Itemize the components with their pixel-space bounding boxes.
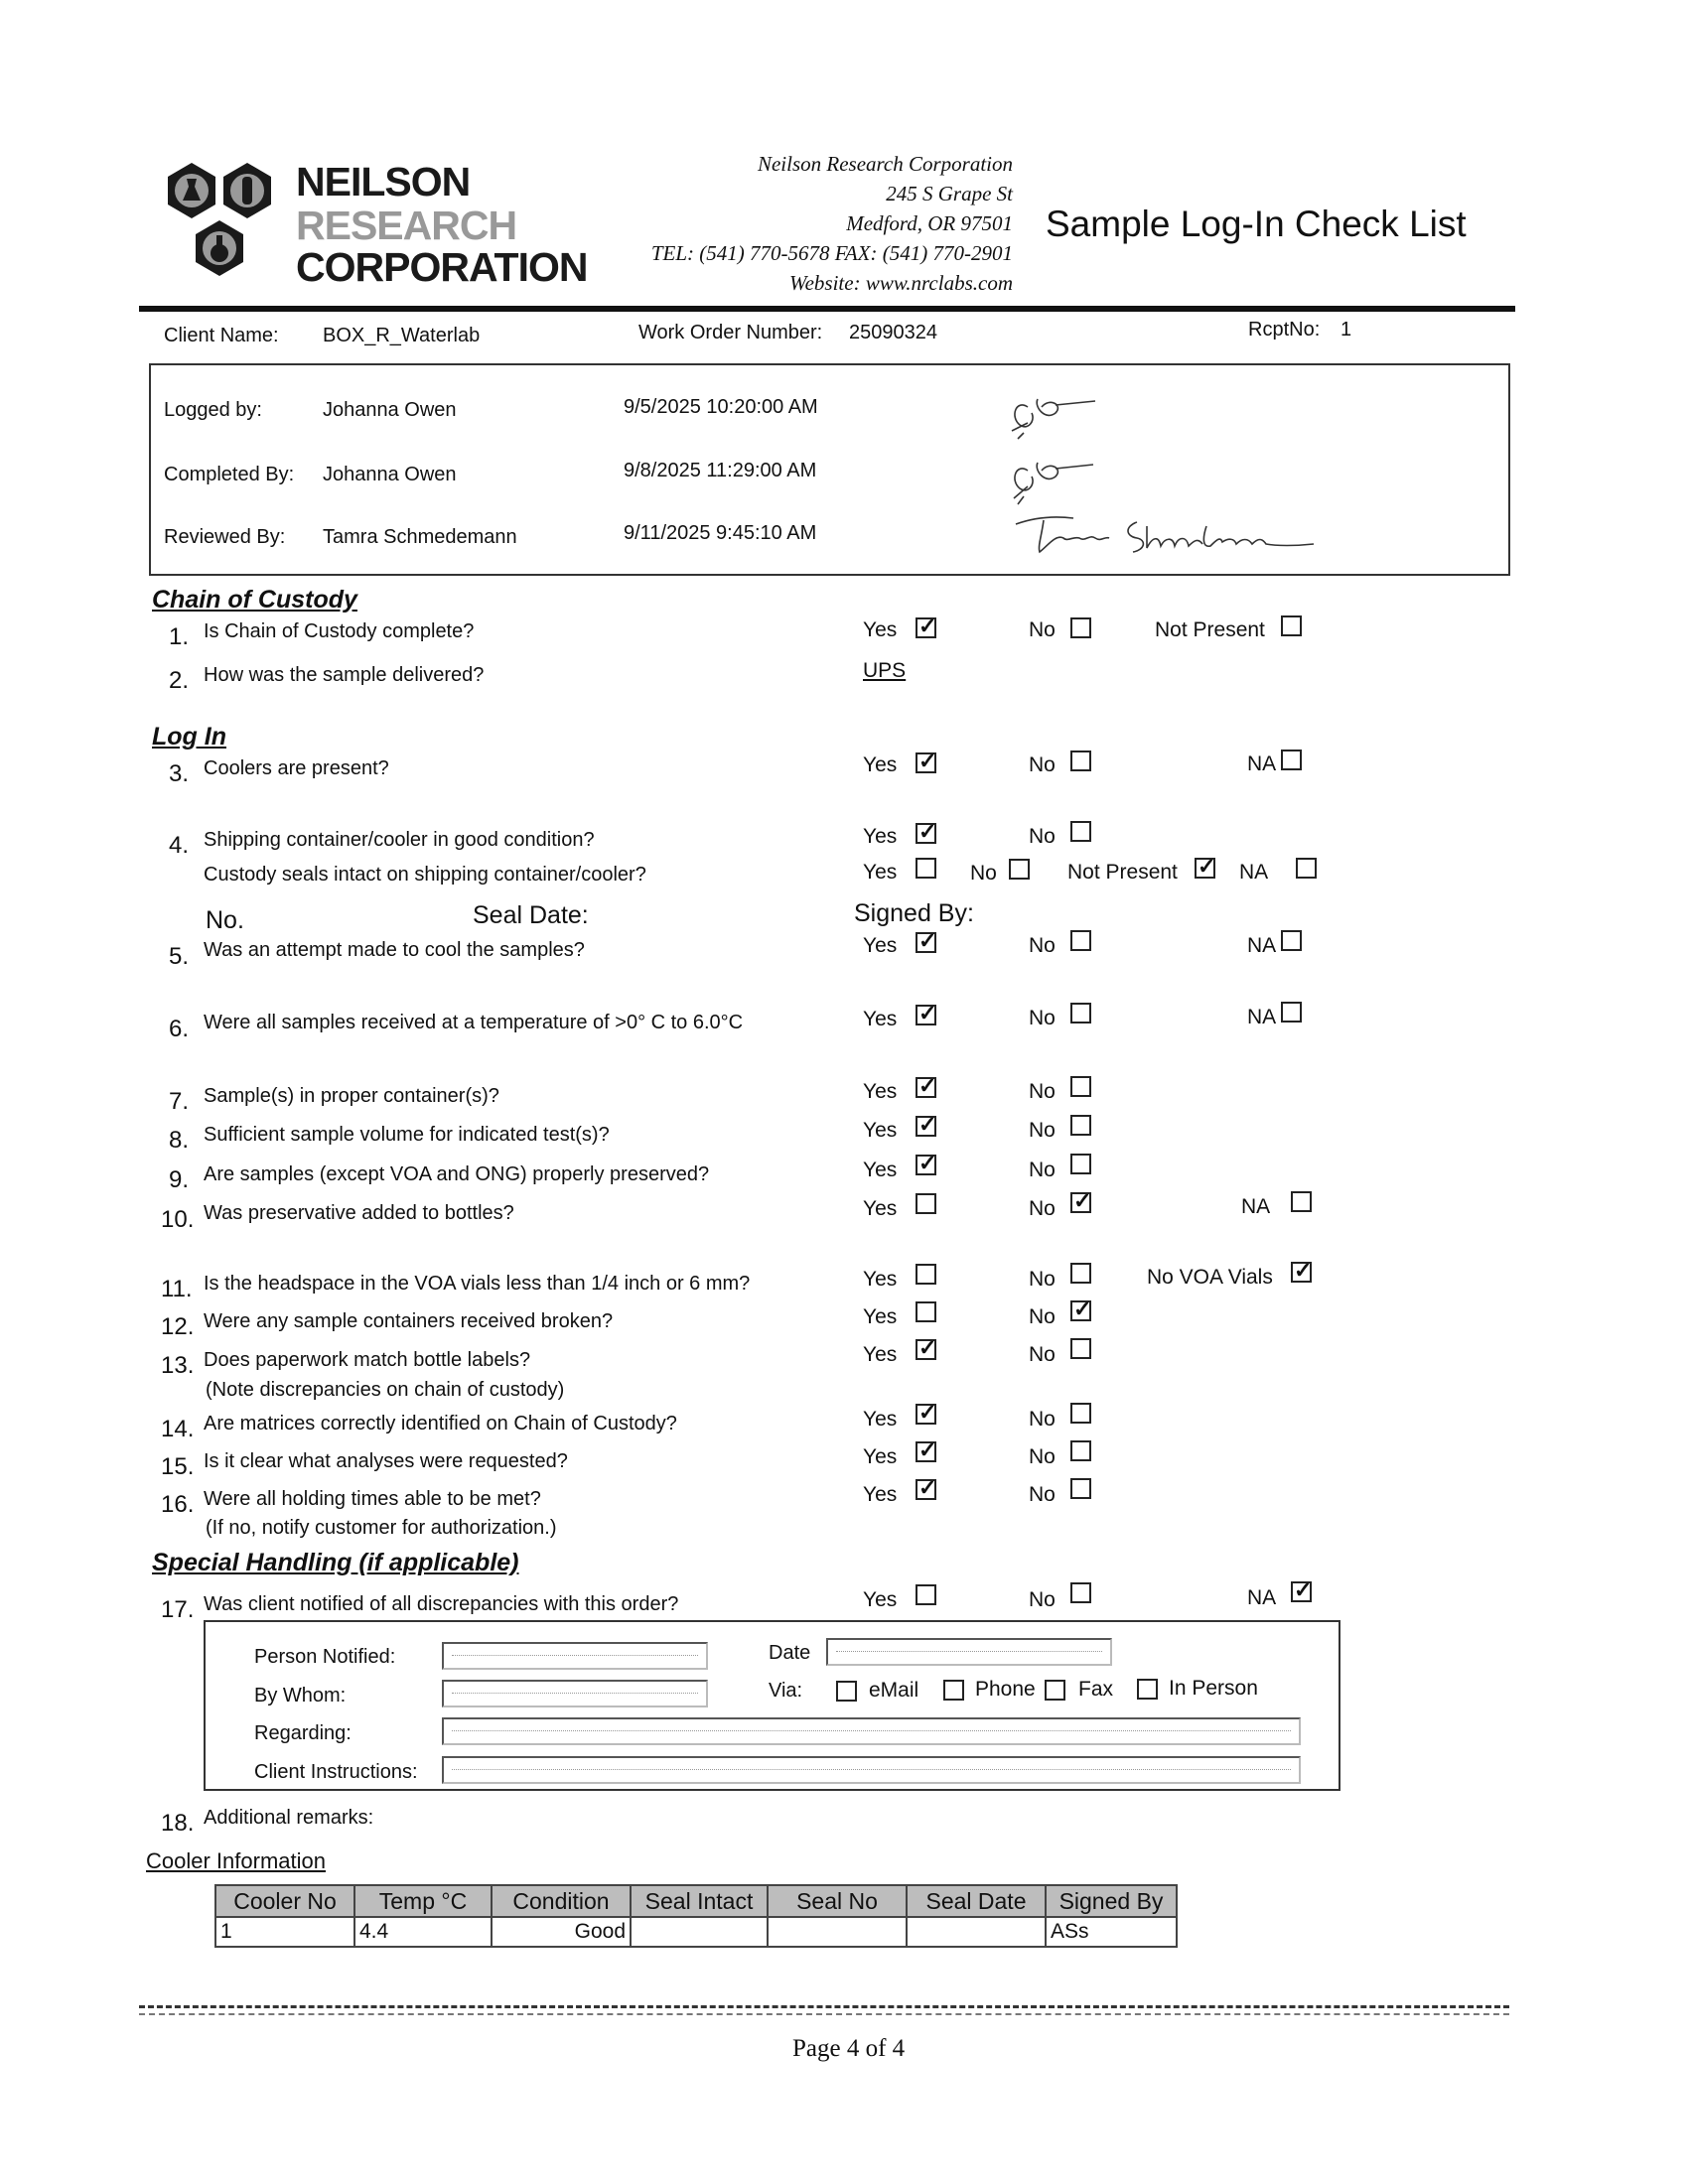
no-label: No	[1029, 1483, 1056, 1506]
no-label: No	[1029, 1588, 1056, 1611]
checkmark-icon: ✓	[918, 614, 937, 638]
cell-signed-by: ASs	[1046, 1917, 1177, 1947]
no-label: No	[1029, 1080, 1056, 1103]
q7-no-checkbox[interactable]	[1070, 1076, 1091, 1097]
checkmark-icon: ✓	[918, 1400, 937, 1425]
q12-yes-checkbox[interactable]	[916, 1301, 936, 1322]
col-cooler-no: Cooler No	[215, 1885, 354, 1917]
person-notified-input[interactable]	[442, 1642, 708, 1670]
question-number: 8.	[169, 1127, 190, 1154]
q12-no-checkbox[interactable]	[1070, 1297, 1092, 1321]
section-cooler-information: Cooler Information	[146, 1848, 326, 1873]
q17-yes-checkbox[interactable]	[916, 1584, 936, 1605]
na-label: NA	[1239, 861, 1269, 884]
no-label: No	[1029, 1268, 1056, 1291]
no-label: No	[1029, 1408, 1056, 1431]
no-label: No	[1029, 618, 1056, 641]
footer-divider	[139, 2005, 1509, 2008]
question-number: 7.	[169, 1088, 190, 1115]
work-order-label: Work Order Number:	[638, 322, 823, 343]
yes-label: Yes	[863, 1305, 898, 1328]
email-label: eMail	[869, 1679, 919, 1702]
question-number: 4.	[169, 832, 190, 859]
no-voa-label: No VOA Vials	[1147, 1266, 1273, 1289]
question-number: 12.	[161, 1313, 195, 1340]
cooler-table	[214, 1884, 1178, 1948]
no-label: No	[970, 862, 997, 885]
yes-label: Yes	[863, 825, 898, 848]
by-whom-label: By Whom:	[254, 1685, 347, 1706]
col-temp: Temp °C	[354, 1885, 492, 1917]
checkmark-icon: ✓	[1073, 1297, 1092, 1321]
col-seal-intact: Seal Intact	[631, 1885, 768, 1917]
q9-no-checkbox[interactable]	[1070, 1154, 1091, 1174]
yes-label: Yes	[863, 1197, 898, 1220]
q6-yes-checkbox[interactable]	[916, 1001, 937, 1025]
handwritten-signatures	[998, 377, 1316, 566]
question-number: 16.	[161, 1491, 195, 1518]
date-input[interactable]	[826, 1638, 1112, 1666]
table-row	[215, 1917, 1177, 1947]
date-label: Date	[769, 1642, 811, 1664]
question-text: Was an attempt made to cool the samples?	[204, 939, 585, 961]
question-text: Shipping container/cooler in good condition?	[204, 829, 595, 851]
q4-no-checkbox[interactable]	[1070, 821, 1091, 842]
na-label: NA	[1247, 1006, 1277, 1028]
question-text: Additional remarks:	[204, 1807, 374, 1829]
no-label: No	[1029, 753, 1056, 776]
regarding-input[interactable]	[442, 1717, 1301, 1745]
completed-by-date: 9/8/2025 11:29:00 AM	[624, 460, 817, 481]
phone-label: Phone	[975, 1678, 1036, 1701]
via-label: Via:	[769, 1680, 803, 1702]
q15-yes-checkbox[interactable]	[916, 1437, 937, 1462]
no-label: No	[1029, 934, 1056, 957]
footer-divider-secondary	[139, 2013, 1509, 2015]
seal-date-label: Seal Date:	[473, 901, 589, 929]
col-seal-date: Seal Date	[907, 1885, 1046, 1917]
client-name-value: BOX_R_Waterlab	[323, 325, 481, 346]
seals-no-checkbox[interactable]	[1009, 859, 1030, 880]
q15-no-checkbox[interactable]	[1070, 1440, 1091, 1461]
checkmark-icon: ✓	[918, 928, 937, 953]
question-number: 14.	[161, 1416, 195, 1442]
q6-na-checkbox[interactable]	[1281, 1002, 1302, 1023]
question-text: Are matrices correctly identified on Chain of Custody?	[204, 1413, 677, 1434]
q13-no-checkbox[interactable]	[1070, 1338, 1091, 1359]
col-signed-by: Signed By	[1046, 1885, 1177, 1917]
q8-no-checkbox[interactable]	[1070, 1115, 1091, 1136]
question-number: 11.	[161, 1276, 193, 1302]
yes-label: Yes	[863, 1483, 898, 1506]
cooler-table-header	[215, 1885, 1177, 1917]
na-label: NA	[1241, 1195, 1271, 1218]
cell-seal-no	[768, 1917, 907, 1947]
rcpt-value: 1	[1340, 319, 1352, 341]
question-number: 1.	[169, 623, 190, 650]
q9-yes-checkbox[interactable]	[916, 1151, 937, 1175]
yes-label: Yes	[863, 1445, 898, 1468]
q5-no-checkbox[interactable]	[1070, 930, 1091, 951]
no-label: No	[1029, 1007, 1056, 1029]
checkmark-icon: ✓	[918, 1335, 937, 1360]
logo-line-neilson: NEILSON	[296, 159, 471, 205]
seals-na-checkbox[interactable]	[1296, 858, 1317, 879]
seals-not-present-checkbox[interactable]	[1195, 854, 1216, 879]
company-address	[596, 149, 1013, 298]
by-whom-input[interactable]	[442, 1680, 708, 1707]
question-text: Does paperwork match bottle labels?	[204, 1349, 531, 1371]
question-text: Sufficient sample volume for indicated test(s)?	[204, 1124, 610, 1146]
yes-label: Yes	[863, 1080, 898, 1103]
q7-yes-checkbox[interactable]	[916, 1073, 937, 1098]
q1-no-checkbox[interactable]	[1070, 617, 1091, 638]
q10-no-checkbox[interactable]	[1070, 1188, 1092, 1213]
logged-by-name: Johanna Owen	[323, 399, 457, 421]
section-log-in: Log In	[152, 723, 226, 751]
logged-by-label: Logged by:	[164, 399, 262, 421]
q10-na-checkbox[interactable]	[1291, 1191, 1312, 1212]
via-phone-checkbox[interactable]	[943, 1680, 964, 1701]
cell-condition: Good	[492, 1917, 631, 1947]
checkmark-icon: ✓	[1073, 1188, 1092, 1213]
q17-no-checkbox[interactable]	[1070, 1582, 1091, 1603]
checkmark-icon: ✓	[918, 819, 937, 844]
q13-yes-checkbox[interactable]	[916, 1335, 937, 1360]
question-text: Were any sample containers received broken?	[204, 1310, 614, 1332]
q3-yes-checkbox[interactable]	[916, 749, 937, 773]
q1-not-present-checkbox[interactable]	[1281, 615, 1302, 636]
delivery-method-value: UPS	[863, 659, 907, 682]
q5-na-checkbox[interactable]	[1281, 930, 1302, 951]
q16-yes-checkbox[interactable]	[916, 1475, 937, 1500]
q14-yes-checkbox[interactable]	[916, 1400, 937, 1425]
checkmark-icon: ✓	[918, 1475, 937, 1500]
checkmark-icon: ✓	[1294, 1577, 1313, 1602]
address-phone: TEL: (541) 770-5678 FAX: (541) 770-2901	[650, 241, 1013, 265]
no-label: No	[1029, 1445, 1056, 1468]
client-instructions-label: Client Instructions:	[254, 1761, 418, 1783]
question-number: 9.	[169, 1166, 190, 1193]
question-number: 5.	[169, 943, 190, 970]
checkmark-icon: ✓	[918, 749, 937, 773]
question-subtext: Custody seals intact on shipping container/cooler?	[204, 864, 646, 886]
na-label: NA	[1247, 752, 1277, 775]
flask-logo-icon	[154, 159, 293, 286]
q11-no-checkbox[interactable]	[1070, 1263, 1091, 1284]
yes-label: Yes	[863, 753, 898, 776]
checkmark-icon: ✓	[918, 1112, 937, 1137]
person-notified-label: Person Notified:	[254, 1646, 396, 1668]
completed-by-label: Completed By:	[164, 464, 295, 485]
no-label: No	[1029, 1197, 1056, 1220]
seal-signed-by-label: Signed By:	[854, 899, 974, 927]
cell-cooler-no: 1	[215, 1917, 354, 1947]
q4-yes-checkbox[interactable]	[916, 819, 937, 844]
seal-no-label: No.	[206, 906, 244, 934]
question-number: 13.	[161, 1352, 195, 1379]
question-text: Is the headspace in the VOA vials less than 1/4 inch or 6 mm?	[204, 1273, 751, 1295]
yes-label: Yes	[863, 1343, 898, 1366]
question-subtext: (If no, notify customer for authorization.)	[206, 1517, 557, 1539]
not-present-label: Not Present	[1155, 618, 1265, 641]
question-text: Were all samples received at a temperature of >0° C to 6.0°C	[204, 1012, 744, 1033]
address-city: Medford, OR 97501	[846, 211, 1013, 235]
q6-no-checkbox[interactable]	[1070, 1003, 1091, 1024]
question-number: 17.	[161, 1596, 195, 1623]
yes-label: Yes	[863, 934, 898, 957]
section-chain-of-custody: Chain of Custody	[152, 586, 357, 614]
question-number: 6.	[169, 1016, 190, 1042]
q16-no-checkbox[interactable]	[1070, 1478, 1091, 1499]
no-label: No	[1029, 1343, 1056, 1366]
cell-seal-date	[907, 1917, 1046, 1947]
q14-no-checkbox[interactable]	[1070, 1403, 1091, 1424]
not-present-label: Not Present	[1067, 861, 1178, 884]
question-number: 10.	[161, 1206, 195, 1233]
checkmark-icon: ✓	[1294, 1258, 1313, 1283]
seals-yes-checkbox[interactable]	[916, 858, 936, 879]
yes-label: Yes	[863, 861, 898, 884]
rcpt-label: RcptNo:	[1248, 319, 1321, 341]
question-number: 18.	[161, 1810, 195, 1837]
no-label: No	[1029, 1119, 1056, 1142]
page-number: Page 4 of 4	[792, 2035, 906, 2062]
no-label: No	[1029, 1159, 1056, 1181]
q3-no-checkbox[interactable]	[1070, 751, 1091, 771]
question-text: Coolers are present?	[204, 757, 389, 779]
client-name-label: Client Name:	[164, 325, 279, 346]
reviewed-by-name: Tamra Schmedemann	[323, 526, 517, 548]
question-text: Is it clear what analyses were requested?	[204, 1450, 568, 1472]
reviewed-by-label: Reviewed By:	[164, 526, 286, 548]
yes-label: Yes	[863, 1119, 898, 1142]
address-company: Neilson Research Corporation	[757, 152, 1013, 176]
checkmark-icon: ✓	[918, 1073, 937, 1098]
work-order-value: 25090324	[849, 322, 937, 343]
yes-label: Yes	[863, 1008, 898, 1030]
q5-yes-checkbox[interactable]	[916, 928, 937, 953]
question-text: Sample(s) in proper container(s)?	[204, 1085, 499, 1107]
client-instructions-input[interactable]	[442, 1756, 1301, 1784]
question-text: Were all holding times able to be met?	[204, 1488, 541, 1510]
in-person-label: In Person	[1169, 1677, 1258, 1700]
q8-yes-checkbox[interactable]	[916, 1112, 937, 1137]
address-website: Website: www.nrclabs.com	[789, 271, 1013, 295]
q11-yes-checkbox[interactable]	[916, 1264, 936, 1285]
checkmark-icon: ✓	[918, 1437, 937, 1462]
header-divider	[139, 306, 1515, 312]
page-title: Sample Log-In Check List	[1046, 204, 1467, 244]
question-text: Was preservative added to bottles?	[204, 1202, 514, 1224]
na-label: NA	[1247, 1586, 1277, 1609]
section-special-handling: Special Handling (if applicable)	[152, 1549, 519, 1576]
q10-yes-checkbox[interactable]	[916, 1193, 936, 1214]
col-seal-no: Seal No	[768, 1885, 907, 1917]
question-text: Are samples (except VOA and ONG) properly preserved?	[204, 1163, 710, 1185]
fax-label: Fax	[1078, 1678, 1114, 1701]
yes-label: Yes	[863, 1408, 898, 1431]
question-subtext: (Note discrepancies on chain of custody)	[206, 1379, 565, 1401]
reviewed-by-date: 9/11/2025 9:45:10 AM	[624, 522, 817, 544]
completed-by-name: Johanna Owen	[323, 464, 457, 485]
na-label: NA	[1247, 934, 1277, 957]
via-in-person-checkbox[interactable]	[1137, 1679, 1158, 1700]
question-number: 2.	[169, 667, 190, 694]
question-number: 15.	[161, 1453, 195, 1480]
cell-temp: 4.4	[354, 1917, 492, 1947]
question-number: 3.	[169, 760, 190, 787]
logo-line-research: RESEARCH	[296, 203, 517, 248]
checkmark-icon: ✓	[918, 1151, 937, 1175]
regarding-label: Regarding:	[254, 1722, 352, 1744]
col-condition: Condition	[492, 1885, 631, 1917]
via-email-checkbox[interactable]	[836, 1681, 857, 1702]
logo-line-corporation: CORPORATION	[296, 244, 588, 290]
question-text: Was client notified of all discrepancies with this order?	[204, 1593, 679, 1615]
yes-label: Yes	[863, 1268, 898, 1291]
no-label: No	[1029, 825, 1056, 848]
question-text: How was the sample delivered?	[204, 664, 485, 686]
checkmark-icon: ✓	[1198, 854, 1216, 879]
yes-label: Yes	[863, 1588, 898, 1611]
q11-no-voa-checkbox[interactable]	[1291, 1258, 1313, 1283]
via-fax-checkbox[interactable]	[1045, 1680, 1065, 1701]
cell-seal-intact	[631, 1917, 768, 1947]
question-text: Is Chain of Custody complete?	[204, 620, 475, 642]
checkmark-icon: ✓	[918, 1001, 937, 1025]
q3-na-checkbox[interactable]	[1281, 750, 1302, 770]
logged-by-date: 9/5/2025 10:20:00 AM	[624, 396, 818, 418]
no-label: No	[1029, 1305, 1056, 1328]
q17-na-checkbox[interactable]	[1291, 1577, 1313, 1602]
yes-label: Yes	[863, 618, 898, 641]
address-street: 245 S Grape St	[886, 182, 1013, 205]
yes-label: Yes	[863, 1159, 898, 1181]
q1-yes-checkbox[interactable]	[916, 614, 937, 638]
